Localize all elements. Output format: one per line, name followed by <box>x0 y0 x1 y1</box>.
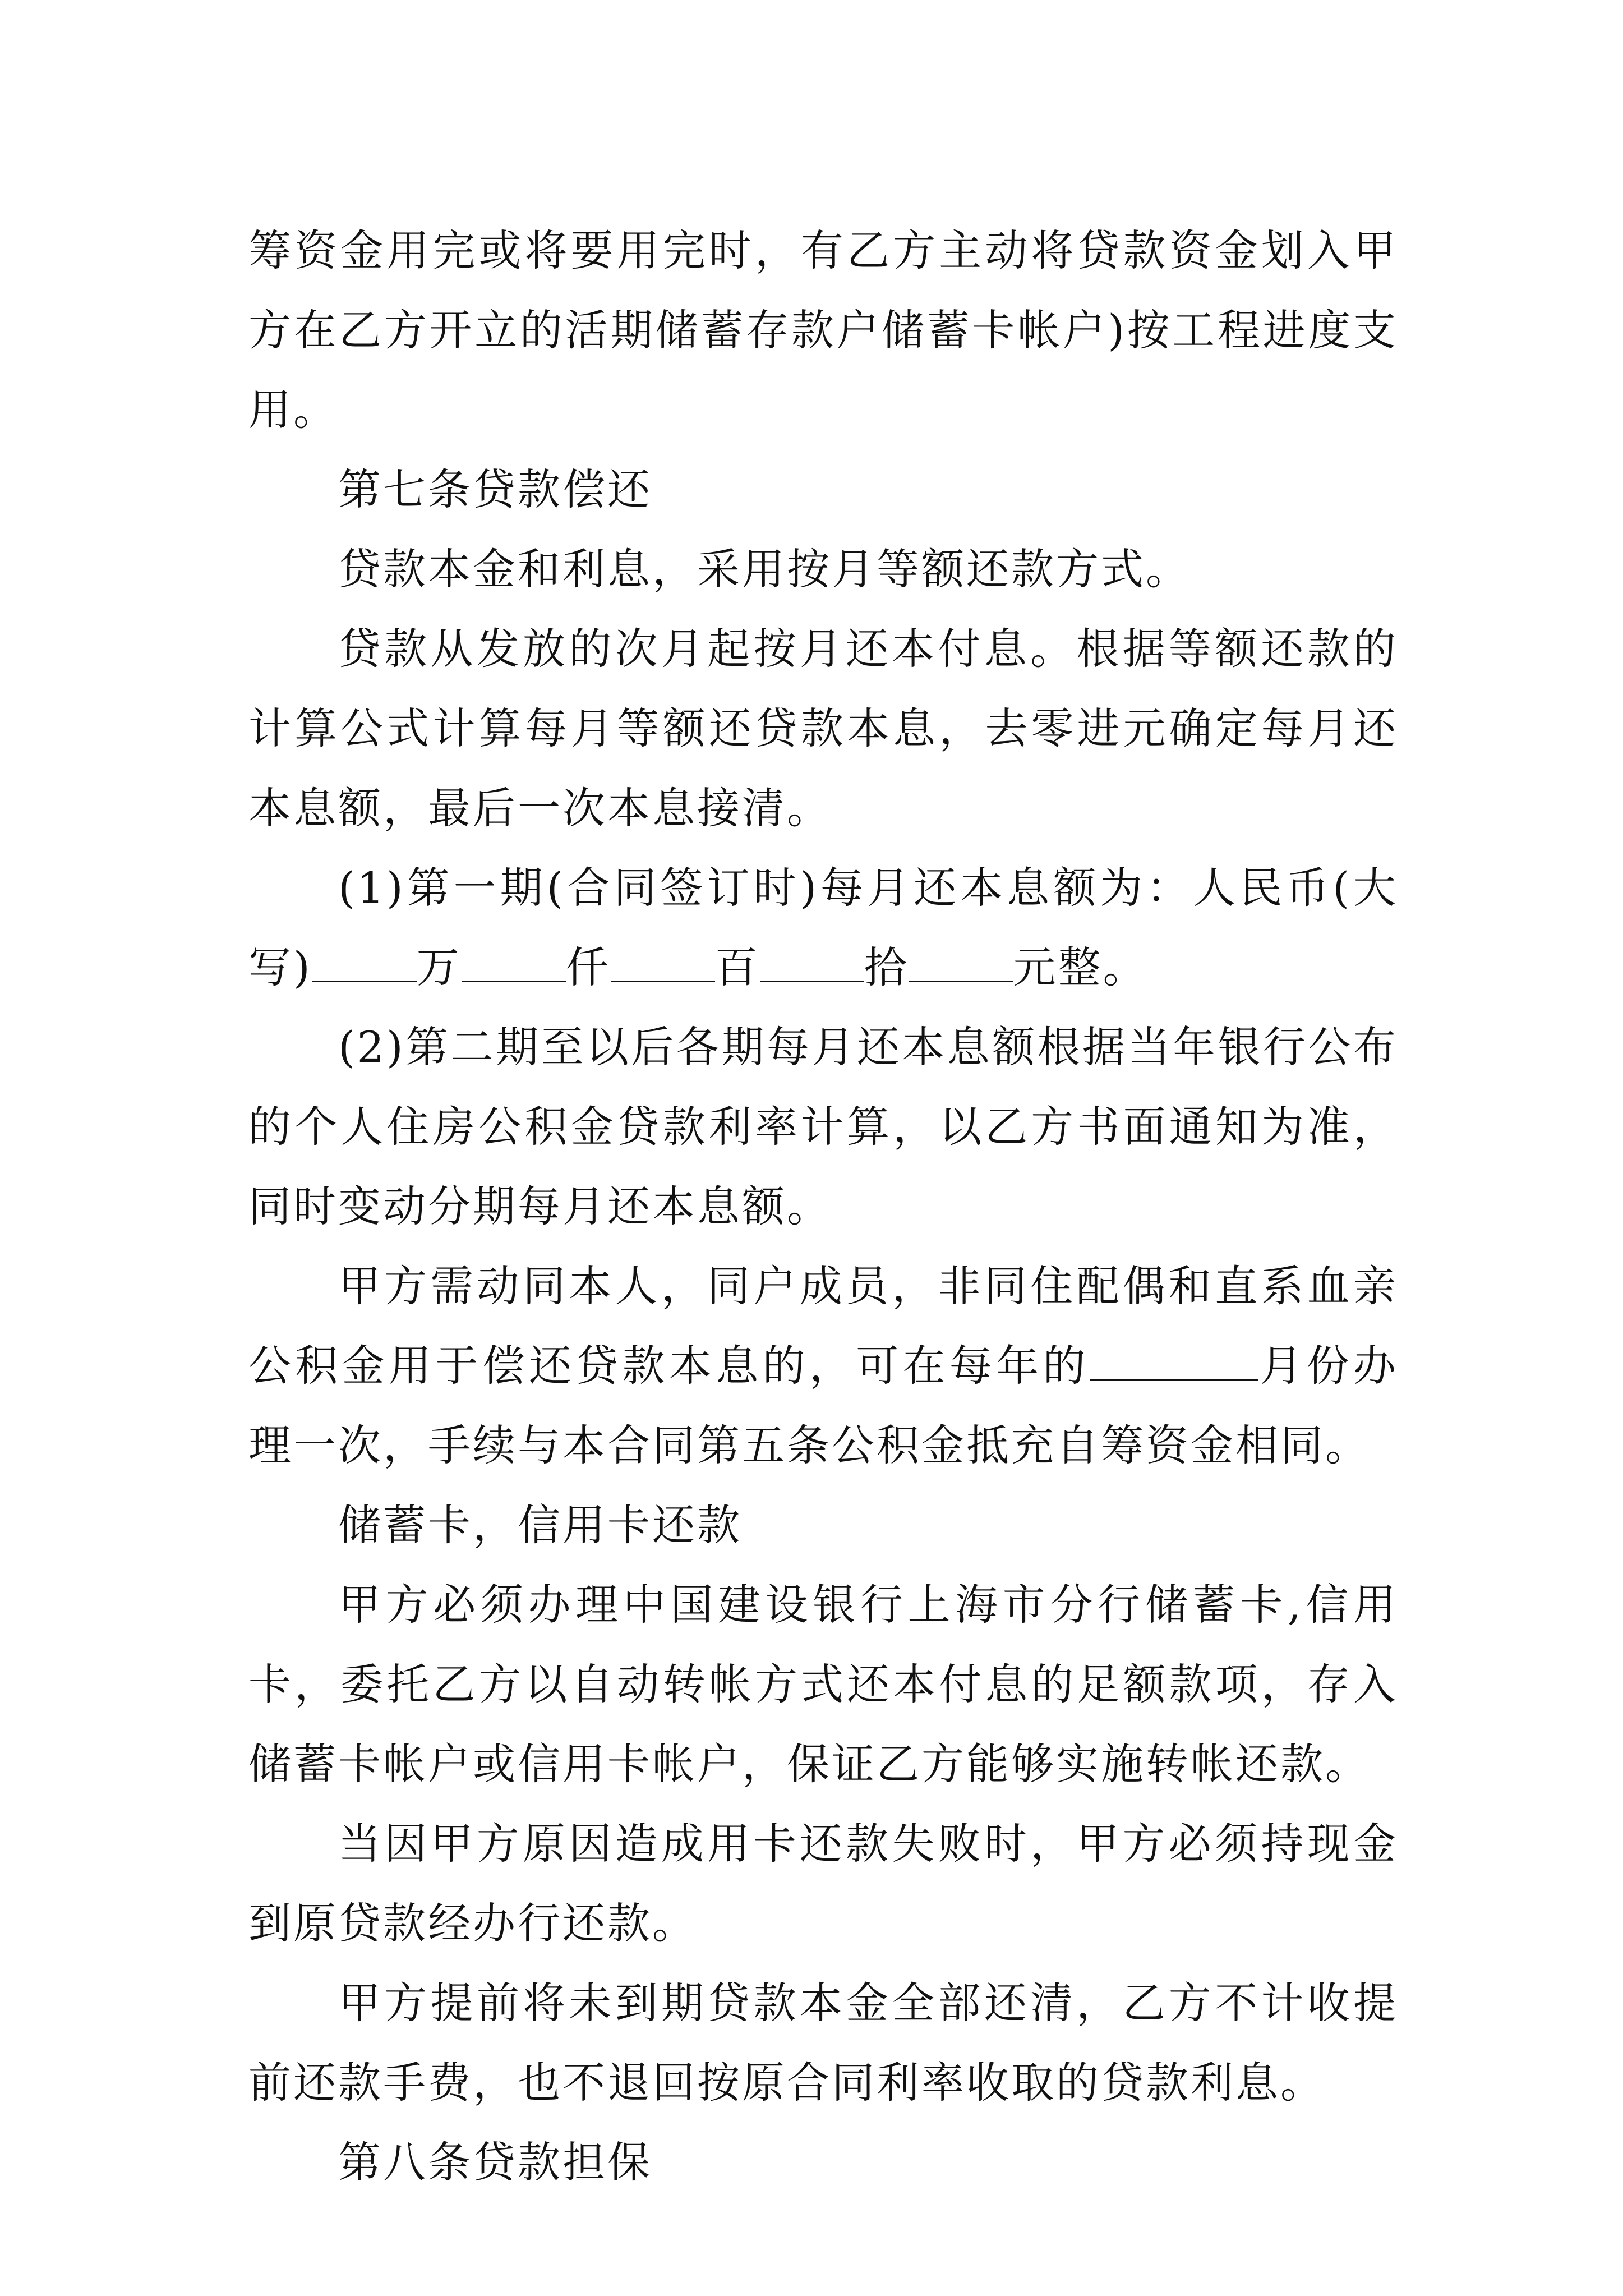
paragraph-repayment-schedule: 贷款从发放的次月起按月还本付息。根据等额还款的计算公式计算每月等额还贷款本息，去零进元确定每月还本息额，最后一次本息接清。 <box>248 624 1398 833</box>
paragraph-fund-usage: 筹资金用完或将要用完时，有乙方主动将贷款资金划入甲方在乙方开立的活期储蓄存款户储蓄卡帐户)按工程进度支用。 <box>248 226 1398 435</box>
unit-shi: 拾 <box>864 942 909 992</box>
blank-wan <box>312 940 417 982</box>
blank-qian <box>462 940 566 982</box>
paragraph-first-period-amount <box>248 848 1398 1007</box>
document-body <box>248 211 1398 2202</box>
paragraph-early-repayment: 甲方提前将未到期贷款本金全部还清，乙方不计收提前还款手费，也不退回按原合同利率收取的贷款利息。 <box>248 1978 1398 2108</box>
unit-bai: 百 <box>714 942 760 992</box>
blank-yuan <box>909 940 1013 982</box>
family-fund-text-1: 甲方需动同本人，同户成员，非同住配偶和直系血亲公积金用于偿还贷款本息的，可在每年的 <box>248 1261 1398 1391</box>
blank-shi <box>760 940 864 982</box>
unit-qian: 仟 <box>565 942 611 992</box>
unit-yuan: 元整。 <box>1013 942 1148 992</box>
unit-wan: 万 <box>416 942 462 992</box>
paragraph-second-period-amount: (2)第二期至以后各期每月还本息额根据当年银行公布的个人住房公积金贷款利率计算，以乙方书面通知为准，同时变动分期每月还本息额。 <box>248 1022 1398 1231</box>
heading-article-7-repayment: 第七条贷款偿还 <box>338 464 652 514</box>
paragraph-card-failure: 当因甲方原因造成用卡还款失败时，甲方必须持现金到原贷款经办行还款。 <box>248 1819 1398 1948</box>
family-fund-text-2: 月份办理一次，手续与本合同第五条公积金抵充自筹资金相同。 <box>248 1341 1398 1470</box>
paragraph-family-provident-fund <box>248 1246 1398 1485</box>
blank-bai <box>611 940 715 982</box>
paragraph-repayment-method: 贷款本金和利息，采用按月等额还款方式。 <box>338 544 1191 594</box>
first-period-text: (1)第一期(合同签订时)每月还本息额为：人民币(大写) <box>248 863 1398 992</box>
paragraph-card-requirement: 甲方必须办理中国建设银行上海市分行储蓄卡,信用卡，委托乙方以自动转帐方式还本付息的足额款项，存入储蓄卡帐户或信用卡帐户，保证乙方能够实施转帐还款。 <box>248 1580 1398 1789</box>
blank-month <box>1090 1338 1258 1381</box>
heading-article-8-guarantee: 第八条贷款担保 <box>338 2137 652 2187</box>
heading-card-repayment: 储蓄卡，信用卡还款 <box>338 1500 742 1550</box>
